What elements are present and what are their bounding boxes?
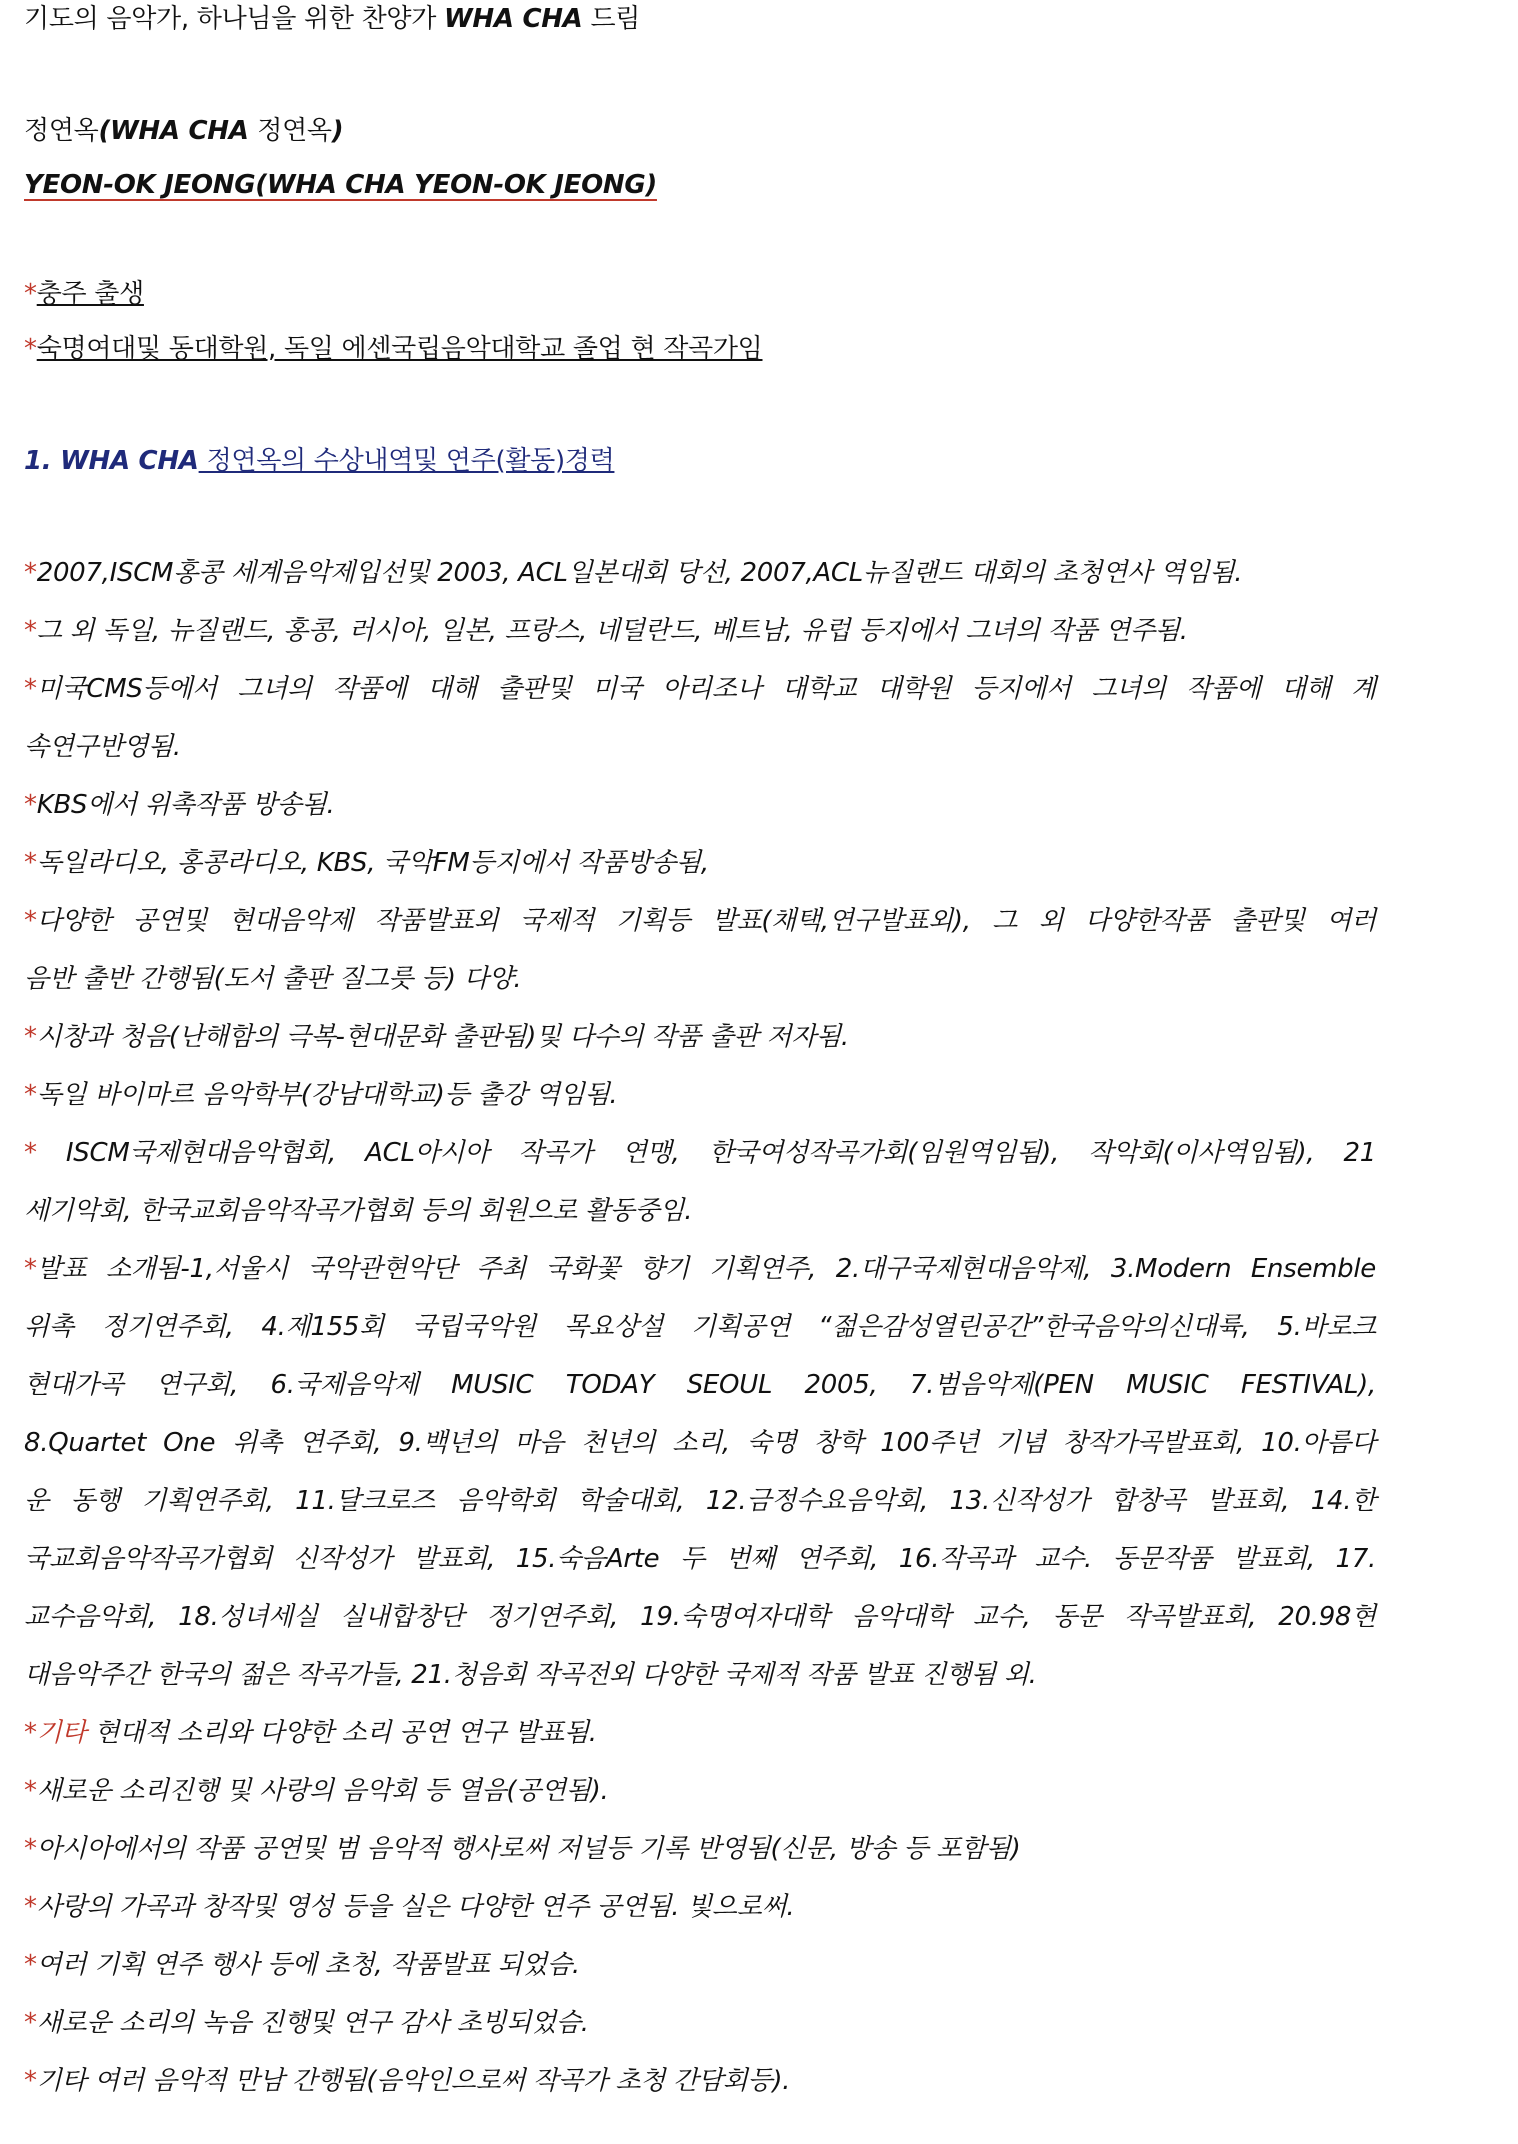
bullet-asterisk: * <box>24 1776 37 1806</box>
list-item-text: 기타 여러 음악적 만남 간행됨(음악인으로써 작곡가 초청 간담회등). <box>36 2066 791 2096</box>
section-heading: 1. WHA CHA 정연옥의 수상내역및 연주(활동)경력 <box>24 446 615 476</box>
list-item <box>24 904 1376 938</box>
bio-birth: *충주 출생 <box>24 279 144 309</box>
list-item <box>24 2064 790 2098</box>
list-item-text: KBS에서 위촉작품 방송됨. <box>36 790 335 820</box>
list-item-text: 그 외 독일, 뉴질랜드, 홍콩, 러시아, 일본, 프랑스, 네덜란드, 베트남, 유럽 등지에서 그녀의 작품 연주됨. <box>36 616 1188 646</box>
bullet-asterisk: * <box>24 1892 37 1922</box>
list-item <box>24 2006 589 2040</box>
list-item <box>24 1020 849 1054</box>
name-korean: 정연옥(WHA CHA 정연옥) <box>24 116 344 146</box>
list-item <box>24 846 709 880</box>
list-item: 8.Quartet One 위촉 연주회, 9.백년의 마음 천년의 소리, 숙명 창학 100주년 기념 창작가곡발표회, 10.아름다 <box>24 1428 1376 1458</box>
bullet-asterisk: * <box>24 1080 37 1110</box>
dedication-wha-cha: WHA CHA <box>444 4 583 34</box>
list-item-text: 발표 소개됨-1,서울시 국악관현악단 주최 국화꽃 향기 기획연주, 2.대구국제현대음악제, 3.Modern Ensemble <box>36 1254 1376 1284</box>
bullet-asterisk: * <box>24 1834 37 1864</box>
list-item <box>24 1948 580 1982</box>
name-english: YEON-OK JEONG(WHA CHA YEON-OK JEONG) <box>24 170 657 200</box>
bullet-asterisk: * <box>24 848 37 878</box>
list-item: 속연구반영됨. <box>24 732 181 762</box>
bullet-asterisk: * <box>24 790 37 820</box>
list-item-text: 아시아에서의 작품 공연및 범 음악적 행사로써 저널등 기록 반영됨(신문, 방송 등 포함됨) <box>36 1834 1021 1864</box>
bullet-asterisk: * <box>24 906 37 936</box>
dedication-text: 기도의 음악가, 하나님을 위한 찬양가 <box>24 4 445 34</box>
list-item <box>24 1890 794 1924</box>
bullet-asterisk: * <box>24 1254 37 1284</box>
list-item: 세기악회, 한국교회음악작곡가협회 등의 회원으로 활동중임. <box>24 1196 693 1226</box>
list-item-text: ISCM국제현대음악협회, ACL아시아 작곡가 연맹, 한국여성작곡가회(임원역임됨), 작악회(이사역임됨), 21 <box>36 1138 1376 1168</box>
list-item <box>24 1774 608 1808</box>
list-item-text: 미국CMS등에서 그녀의 작품에 대해 출판및 미국 아리조나 대학교 대학원 등지에서 그녀의 작품에 대해 계 <box>36 674 1376 704</box>
bullet-asterisk: * <box>24 1138 37 1168</box>
bullet-asterisk: * <box>24 1022 37 1052</box>
list-item-text: 독일라디오, 홍콩라디오, KBS, 국악FM등지에서 작품방송됨, <box>36 848 709 878</box>
list-item <box>24 556 1242 590</box>
bullet-asterisk: * <box>24 1950 37 1980</box>
list-item: 운 동행 기획연주회, 11.달크로즈 음악학회 학술대회, 12.금정수요음악회, 13.신작성가 합창곡 발표회, 14.한 <box>24 1486 1376 1516</box>
bullet-asterisk: * <box>24 616 37 646</box>
list-item-text: 새로운 소리진행 및 사랑의 음악회 등 열음(공연됨). <box>36 1776 609 1806</box>
bio-education: *숙명여대및 동대학원, 독일 에센국립음악대학교 졸업 현 작곡가임 <box>24 334 763 364</box>
dedication-line <box>24 2 640 36</box>
list-item <box>24 1078 617 1112</box>
list-item-text: 2007,ISCM홍콩 세계음악제입선및 2003, ACL일본대회 당선, 2007,ACL뉴질랜드 대회의 초청연사 역임됨. <box>36 558 1243 588</box>
list-item-text: 시창과 청음(난해함의 극복-현대문화 출판됨)및 다수의 작품 출판 저자됨. <box>36 1022 849 1052</box>
list-item: 국교회음악작곡가협회 신작성가 발표회, 15.숙음Arte 두 번째 연주회, 16.작곡과 교수. 동문작품 발표회, 17. <box>24 1544 1376 1574</box>
list-item-text: 독일 바이마르 음악학부(강남대학교)등 출강 역임됨. <box>36 1080 618 1110</box>
bullet-asterisk: * <box>24 2008 37 2038</box>
dedication-end: 드림 <box>582 4 641 34</box>
bullet-asterisk: * <box>24 674 37 704</box>
list-item-text: 새로운 소리의 녹음 진행및 연구 감사 초빙되었슴. <box>36 2008 589 2038</box>
bullet-asterisk: * <box>24 2066 37 2096</box>
bullet-asterisk: * <box>24 558 37 588</box>
list-item: 교수음악회, 18.성녀세실 실내합창단 정기연주회, 19.숙명여자대학 음악대학 교수, 동문 작곡발표회, 20.98현 <box>24 1602 1376 1632</box>
list-item-text: 다양한 공연및 현대음악제 작품발표외 국제적 기획등 발표(채택,연구발표외), 그 외 다양한작품 출판및 여러 <box>36 906 1376 936</box>
list-item <box>24 1832 1021 1866</box>
list-item <box>24 672 1376 706</box>
list-item: 현대가곡 연구회, 6.국제음악제 MUSIC TODAY SEOUL 2005, 7.범음악제(PEN MUSIC FESTIVAL), <box>24 1370 1376 1400</box>
list-item <box>24 1136 1376 1170</box>
list-item: 위촉 정기연주회, 4.제155회 국립국악원 목요상설 기획공연 “젊은감성열린공간”한국음악의신대륙, 5.바로크 <box>24 1312 1376 1342</box>
list-item-text: 여러 기획 연주 행사 등에 초청, 작품발표 되었슴. <box>36 1950 580 1980</box>
list-item-etc: *기타 현대적 소리와 다양한 소리 공연 연구 발표됨. <box>24 1718 597 1748</box>
list-item <box>24 788 334 822</box>
list-item <box>24 614 1188 648</box>
list-item: 음반 출반 간행됨(도서 출판 질그릇 등) 다양. <box>24 964 522 994</box>
list-item <box>24 1252 1376 1286</box>
list-item-text: 사랑의 가곡과 창작및 영성 등을 실은 다양한 연주 공연됨. 빛으로써. <box>36 1892 795 1922</box>
list-item: 대음악주간 한국의 젊은 작곡가들, 21.청음회 작곡전외 다양한 국제적 작품 발표 진행됨 외. <box>24 1660 1037 1690</box>
